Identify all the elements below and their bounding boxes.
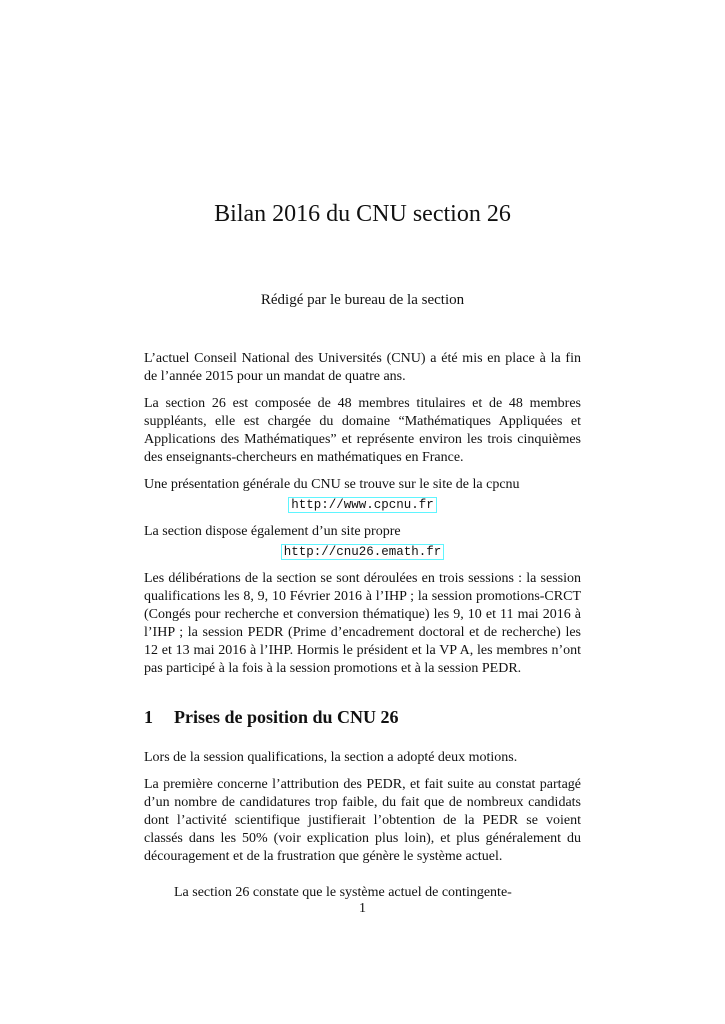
page-number: 1 [359, 901, 366, 916]
cpcnu-link[interactable]: http://www.cpcnu.fr [288, 497, 437, 513]
url-line-cpcnu [144, 496, 581, 514]
section-number: 1 [144, 707, 153, 727]
intro-paragraph-1: L’actuel Conseil National des Universités (CNU) a été mis en place à la fin de l’année 2015 pour un mandat de quatre ans. [144, 351, 581, 384]
intro-paragraph-4: La section dispose également d’un site propre [144, 524, 401, 539]
url-line-cnu26 [144, 543, 581, 561]
intro-paragraph-2: La section 26 est composée de 48 membres titulaires et de 48 membres suppléants, elle est chargée du domaine “Mathématiques Appliquées et Applications des Mathématiques” et représente environ les trois cinquièmes des enseignants-chercheurs en mathématiques en France. [144, 396, 581, 465]
document-author: Rédigé par le bureau de la section [260, 292, 465, 308]
intro-paragraph-5: Les délibérations de la section se sont déroulées en trois sessions : la session qualifications les 8, 9, 10 Février 2016 à l’IHP ; la session promotions-CRCT (Congés pour recherche et conversion thématique) les 9, 10 et 11 mai 2016 à l’IHP ; la session PEDR (Prime d’encadrement doctoral et de recherche) les 12 et 13 mai 2016 à l’IHP. Hormis le président et la VP A, les membres n’ont pas participé à la fois à la session promotions et à la session PEDR. [144, 571, 581, 676]
document-body [144, 350, 581, 911]
section-paragraph-2: La première concerne l’attribution des PEDR, et fait suite au constat partagé d’un nombre de candidatures trop faible, du fait que de nombreux candidats dont l’activité scientifique justifierait l’obtention de la PEDR se voient classés dans les 50% (voir explication plus loin), et plus généralement du découragement et de la frustration que génère le système actuel. [144, 777, 581, 864]
cnu26-link[interactable]: http://cnu26.emath.fr [281, 544, 445, 560]
section-paragraph-3: La section 26 constate que le système actuel de contingente- [174, 885, 512, 900]
intro-paragraph-3: Une présentation générale du CNU se trouve sur le site de la cpcnu [144, 477, 520, 492]
document-title: Bilan 2016 du CNU section 26 [214, 201, 511, 227]
section-heading [144, 705, 581, 729]
section-title: Prises de position du CNU 26 [174, 707, 399, 727]
section-paragraph-1: Lors de la session qualifications, la section a adopté deux motions. [144, 750, 518, 765]
